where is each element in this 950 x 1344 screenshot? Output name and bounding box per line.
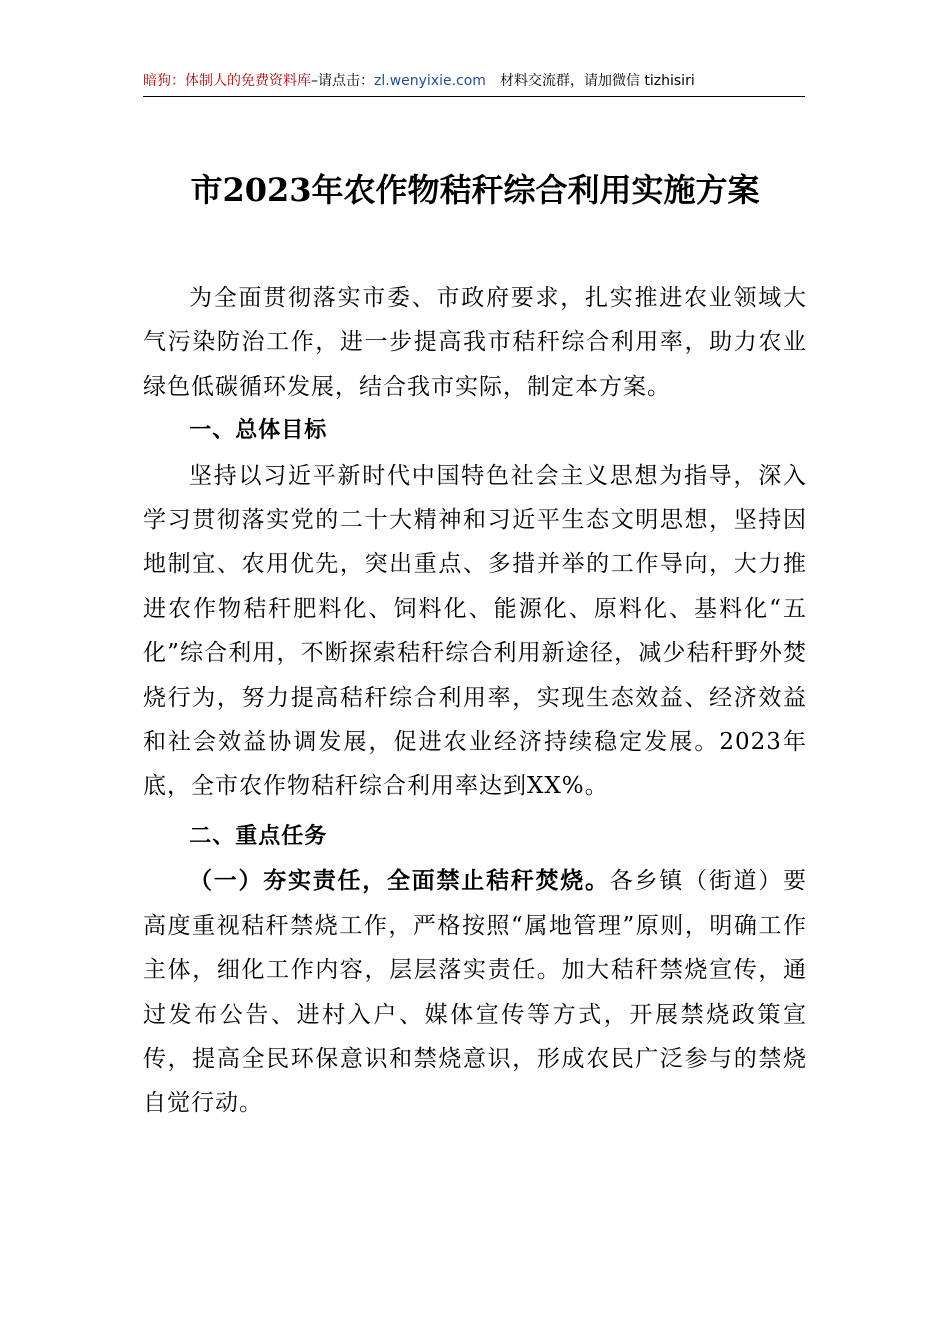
header-group-note: 材料交流群，请加微信 tizhisiri xyxy=(499,73,695,89)
document-title: 市2023年农作物秸秆综合利用实施方案 xyxy=(190,171,760,209)
task1-body: 各乡镇（街道）要高度重视秸秆禁烧工作，严格按照“属地管理”原则，明确工作主体，细化工作内容，层层落实责任。加大秸秆禁烧宣传，通过发布公告、进村入户、媒体宣传等方式，开展禁烧政策宣传，提高全民环保意识和禁烧意识，形成农民广泛参与的禁烧自觉行动。 xyxy=(143,868,807,1117)
intro-paragraph: 为全面贯彻落实市委、市政府要求，扎实推进农业领域大气污染防治工作，进一步提高我市秸秆综合利用率，助力农业绿色低碳循环发展，结合我市实际，制定本方案。 xyxy=(143,285,807,400)
section-heading-key-tasks: 二、重点任务 xyxy=(189,823,328,849)
task1-paragraph xyxy=(143,859,807,1125)
task1-lead: （一）夯实责任，全面禁止秸秆焚烧。 xyxy=(189,867,610,895)
page-header xyxy=(143,70,805,97)
header-brand: 暗狗：体制人的免费资料库 xyxy=(143,73,311,89)
section-heading-overall-goal: 一、总体目标 xyxy=(189,418,328,444)
document-body xyxy=(143,276,807,1126)
overall-goal-paragraph: 坚持以习近平新时代中国特色社会主义思想为指导，深入学习贯彻落实党的二十大精神和习近平生态文明思想，坚持因地制宜、农用优先，突出重点、多措并举的工作导向，大力推进农作物秸秆肥料化、饲料化、能源化、原料化、基料化“五化”综合利用，不断探索秸秆综合利用新途径，减少秸秆野外焚烧行为，努力提高秸秆综合利用率，实现生态效益、经济效益和社会效益协调发展，促进农业经济持续稳定发展。2023年底，全市农作物秸秆综合利用率达到XX%。 xyxy=(143,462,807,800)
header-url-link[interactable]: zl.wenyixie.com xyxy=(374,73,486,89)
header-click-prompt: –请点击： xyxy=(311,73,374,89)
